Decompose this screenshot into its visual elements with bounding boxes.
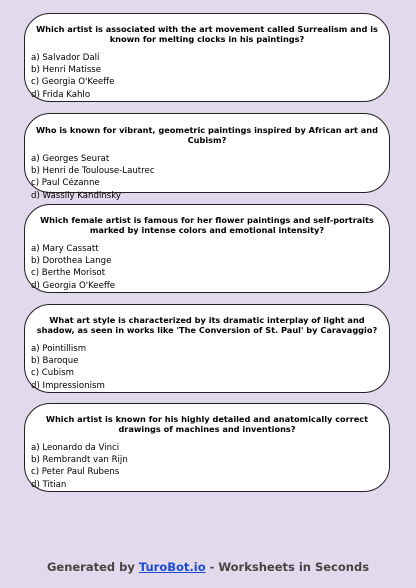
question-card-1 xyxy=(24,13,390,102)
option-d: d) Titian xyxy=(31,479,67,490)
question-card-3 xyxy=(24,204,390,293)
brand-link[interactable]: TuroBot.io xyxy=(138,560,206,574)
footer xyxy=(0,560,416,574)
option-b: b) Henri de Toulouse-Lautrec xyxy=(31,166,155,177)
options-list xyxy=(31,442,389,491)
footer-prefix: Generated by xyxy=(46,560,139,574)
options-list xyxy=(31,243,389,292)
question-text: What art style is characterized by its dramatic interplay of light and shadow, as seen in works like 'The Conversion of St. Paul' by Caravaggio? xyxy=(36,315,378,335)
question-card-4 xyxy=(24,304,390,393)
option-d: d) Georgia O'Keeffe xyxy=(31,280,116,291)
option-b: b) Henri Matisse xyxy=(31,65,102,76)
option-b: b) Baroque xyxy=(31,356,79,367)
option-a: a) Georges Seurat xyxy=(31,154,110,164)
option-c: c) Georgia O'Keeffe xyxy=(31,77,115,88)
question-card-5 xyxy=(24,403,390,492)
option-a: a) Leonardo da Vinci xyxy=(31,443,120,453)
option-d: d) Frida Kahlo xyxy=(31,89,91,100)
question-text: Who is known for vibrant, geometric paintings inspired by African art and Cubism? xyxy=(36,125,378,145)
option-d: d) Wassily Kandinsky xyxy=(31,190,122,201)
option-b: b) Dorothea Lange xyxy=(31,256,112,267)
option-a: a) Pointillism xyxy=(31,344,87,354)
options-list xyxy=(31,343,389,392)
option-c: c) Cubism xyxy=(31,368,74,379)
question-text: Which artist is known for his highly detailed and anatomically correct drawings of machines and inventions? xyxy=(45,414,369,434)
question-card-2 xyxy=(24,113,390,201)
question-text: Which female artist is famous for her flower paintings and self-portraits marked by intense colors and emotional intensity? xyxy=(40,215,374,235)
options-list xyxy=(31,52,389,101)
option-b: b) Rembrandt van Rijn xyxy=(31,455,128,466)
option-c: c) Berthe Morisot xyxy=(31,268,106,279)
options-list xyxy=(31,153,389,202)
option-c: c) Paul Cézanne xyxy=(31,178,100,189)
option-d: d) Impressionism xyxy=(31,380,105,391)
option-c: c) Peter Paul Rubens xyxy=(31,467,120,478)
footer-suffix: - Worksheets in Seconds xyxy=(205,560,370,574)
option-a: a) Mary Cassatt xyxy=(31,244,99,254)
option-a: a) Salvador Dalí xyxy=(31,53,100,63)
question-text: Which artist is associated with the art movement called Surrealism and is known for melting clocks in his paintings? xyxy=(36,24,378,44)
